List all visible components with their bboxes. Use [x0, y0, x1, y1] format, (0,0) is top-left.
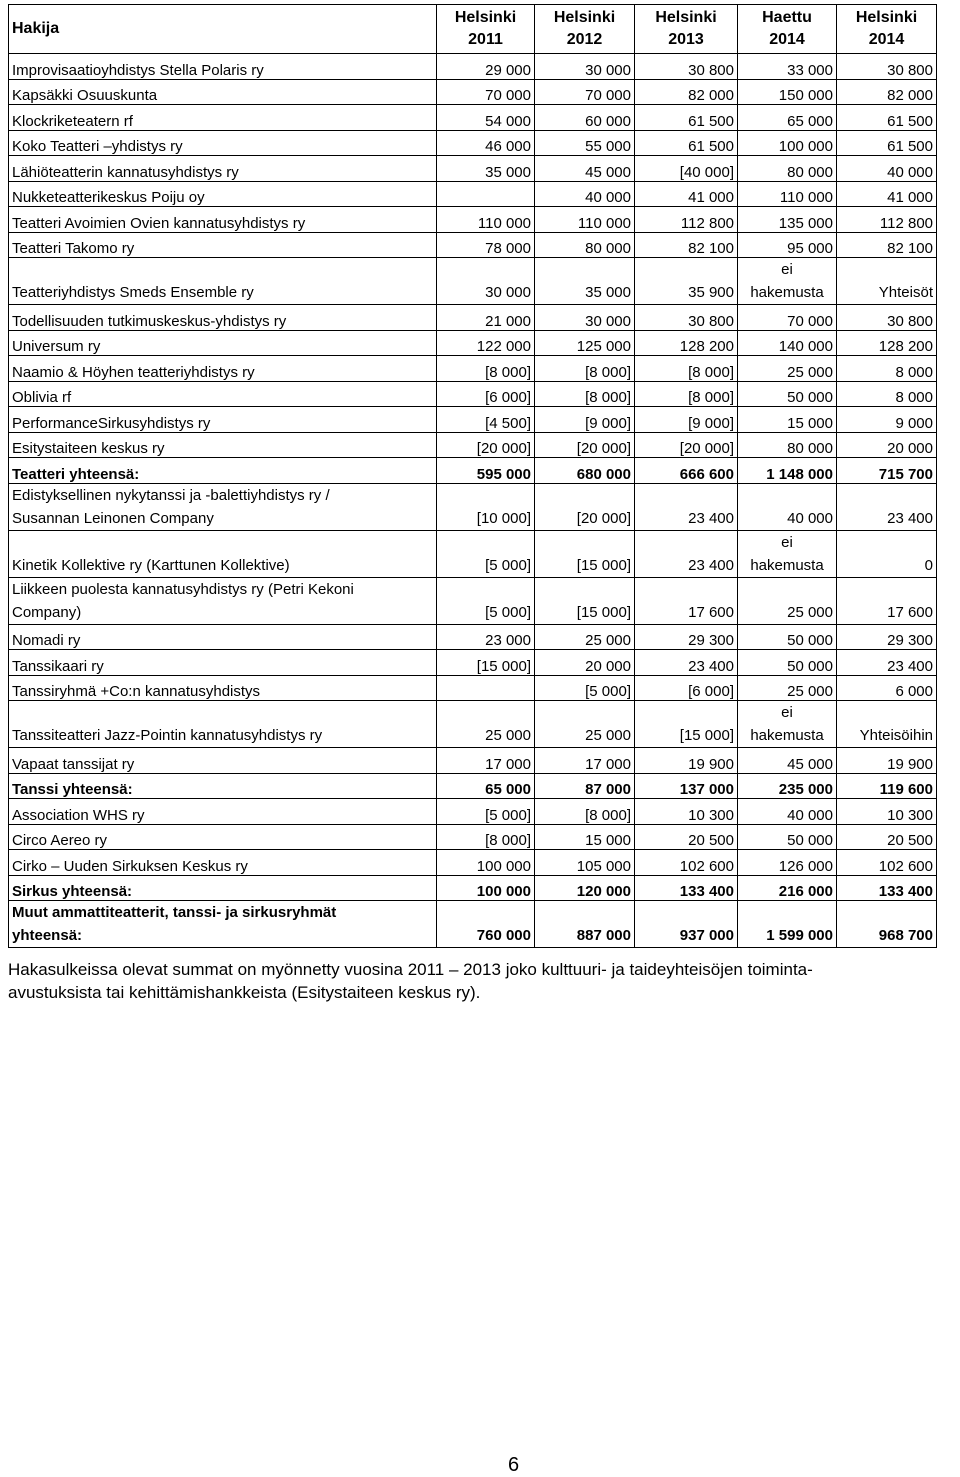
amount-cell: 25 000 [738, 577, 837, 624]
footnote-line: avustuksista tai kehittämishankkeista (Esitystaiteen keskus ry). [8, 983, 481, 1002]
amount-cell: 30 800 [635, 305, 738, 331]
amount-cell: 46 000 [437, 130, 535, 156]
applicant-cell [9, 356, 437, 382]
amount-cell: 41 000 [837, 181, 937, 207]
table-row [9, 156, 937, 182]
amount-cell: 50 000 [738, 824, 837, 850]
amount-cell: 105 000 [535, 850, 635, 876]
amount-cell: 760 000 [437, 901, 535, 948]
amount-cell: 150 000 [738, 79, 837, 105]
amount-cell: 9 000 [837, 407, 937, 433]
amount-text: ei [781, 704, 793, 721]
applicant-name: Edistyksellinen nykytanssi ja -balettiyhdistys ry / [12, 486, 330, 504]
amount-cell: 40 000 [738, 799, 837, 825]
amount-cell: 82 000 [635, 79, 738, 105]
amount-cell: 17 600 [837, 577, 937, 624]
amount-cell: 133 400 [837, 875, 937, 901]
applicant-name: Kinetik Kollektive ry (Karttunen Kollektive) [12, 556, 290, 574]
applicant-cell [9, 483, 437, 530]
amount-cell: 70 000 [437, 79, 535, 105]
applicant-cell [9, 458, 437, 484]
header-top: Helsinki [655, 9, 717, 26]
applicant-name: Muut ammattiteatterit, tanssi- ja sirkusryhmät [12, 904, 337, 921]
applicant-name: Teatteri Takomo ry [12, 240, 135, 257]
amount-cell: 29 300 [837, 624, 937, 650]
amount-cell: 128 200 [837, 330, 937, 356]
amount-cell: 126 000 [738, 850, 837, 876]
amount-cell: 30 800 [837, 54, 937, 80]
amount-cell: 40 000 [535, 181, 635, 207]
table-row [9, 258, 937, 305]
amount-cell: [9 000] [635, 407, 738, 433]
applicant-cell [9, 773, 437, 799]
page-number: 6 [508, 1454, 520, 1476]
amount-cell: [9 000] [535, 407, 635, 433]
amount-cell: 110 000 [437, 207, 535, 233]
table-row [9, 79, 937, 105]
table-row [9, 181, 937, 207]
table-row [9, 530, 937, 577]
amount-cell: [20 000] [535, 432, 635, 458]
amount-cell: 100 000 [738, 130, 837, 156]
amount-cell [437, 675, 535, 701]
applicant-cell [9, 381, 437, 407]
amount-cell: 100 000 [437, 875, 535, 901]
amount-cell: 50 000 [738, 650, 837, 676]
amount-cell: [5 000] [437, 799, 535, 825]
applicant-name: Tanssi yhteensä: [12, 781, 133, 798]
amount-cell: 78 000 [437, 232, 535, 258]
amount-cell: 140 000 [738, 330, 837, 356]
amount-cell [738, 701, 837, 748]
applicant-name: Todellisuuden tutkimuskeskus-yhdistys ry [12, 312, 287, 330]
applicant-cell [9, 799, 437, 825]
header-helsinki-2013 [635, 5, 738, 54]
applicant-name: Association WHS ry [12, 806, 145, 824]
amount-cell: 23 400 [837, 483, 937, 530]
amount-text: hakemusta [750, 284, 824, 301]
table-row [9, 483, 937, 530]
header-top: Helsinki [855, 9, 918, 26]
applicant-name: Susannan Leinonen Company [12, 509, 214, 527]
header-top: Helsinki [454, 9, 517, 26]
amount-cell: 137 000 [635, 773, 738, 799]
table-header-row [9, 5, 937, 54]
applicant-cell [9, 105, 437, 131]
amount-cell: 82 000 [837, 79, 937, 105]
applicant-cell [9, 305, 437, 331]
amount-cell: 35 900 [635, 258, 738, 305]
footnote [8, 958, 958, 1004]
applicant-cell [9, 54, 437, 80]
amount-cell: 65 000 [437, 773, 535, 799]
header-bottom: 2012 [566, 31, 603, 48]
amount-cell: 8 000 [837, 356, 937, 382]
amount-cell: 1 148 000 [738, 458, 837, 484]
amount-cell: [8 000] [635, 381, 738, 407]
amount-cell: 666 600 [635, 458, 738, 484]
amount-cell: 25 000 [535, 624, 635, 650]
amount-cell: 41 000 [635, 181, 738, 207]
amount-cell: 23 400 [837, 650, 937, 676]
applicant-name: Oblivia rf [12, 389, 72, 406]
amount-cell: 40 000 [738, 483, 837, 530]
applicant-cell [9, 156, 437, 182]
amount-cell: 25 000 [738, 356, 837, 382]
amount-cell: 133 400 [635, 875, 738, 901]
amount-cell: [20 000] [437, 432, 535, 458]
amount-cell: 55 000 [535, 130, 635, 156]
amount-cell: [8 000] [535, 799, 635, 825]
amount-cell: [15 000] [535, 530, 635, 577]
amount-cell: [4 500] [437, 407, 535, 433]
applicant-name: Tanssikaari ry [12, 657, 104, 675]
applicant-cell [9, 675, 437, 701]
applicant-name: Lähiöteatterin kannatusyhdistys ry [12, 163, 239, 181]
amount-cell: [5 000] [535, 675, 635, 701]
amount-cell: 80 000 [738, 432, 837, 458]
table-row [9, 824, 937, 850]
applicant-name: Nukketeatterikeskus Poiju oy [12, 189, 205, 206]
applicant-name: Improvisaatioyhdistys Stella Polaris ry [12, 61, 264, 79]
amount-cell: 6 000 [837, 675, 937, 701]
amount-cell: 595 000 [437, 458, 535, 484]
amount-cell: [5 000] [437, 530, 535, 577]
amount-cell: Yhteisöt [837, 258, 937, 305]
amount-cell: 8 000 [837, 381, 937, 407]
applicant-name: Klockriketeatern rf [12, 112, 133, 130]
applicant-cell [9, 79, 437, 105]
header-top: Haettu [762, 9, 812, 26]
amount-cell: [15 000] [437, 650, 535, 676]
applicant-cell [9, 330, 437, 356]
applicant-cell [9, 850, 437, 876]
amount-cell [738, 530, 837, 577]
amount-cell: Yhteisöihin [837, 701, 937, 748]
amount-cell: 20 000 [535, 650, 635, 676]
amount-cell: 128 200 [635, 330, 738, 356]
table-row [9, 701, 937, 748]
amount-cell: 15 000 [738, 407, 837, 433]
table-row [9, 675, 937, 701]
amount-cell: [20 000] [535, 483, 635, 530]
applicant-name: Vapaat tanssijat ry [12, 755, 135, 773]
amount-cell: 10 300 [635, 799, 738, 825]
amount-cell [437, 181, 535, 207]
amount-cell: 87 000 [535, 773, 635, 799]
amount-cell: 25 000 [738, 675, 837, 701]
amount-cell: 45 000 [535, 156, 635, 182]
header-helsinki-2011 [437, 5, 535, 54]
amount-cell: 82 100 [635, 232, 738, 258]
applicant-cell [9, 407, 437, 433]
header-applicant: Hakija [9, 5, 437, 54]
amount-cell: [8 000] [635, 356, 738, 382]
amount-cell: 30 000 [535, 54, 635, 80]
amount-cell: [15 000] [535, 577, 635, 624]
amount-cell: 715 700 [837, 458, 937, 484]
amount-cell: 119 600 [837, 773, 937, 799]
table-row [9, 207, 937, 233]
header-bottom: 2014 [769, 31, 805, 48]
applicant-name: Company) [12, 603, 82, 621]
amount-cell: 30 800 [635, 54, 738, 80]
table-row [9, 232, 937, 258]
header-bottom: 2011 [468, 31, 503, 48]
applicant-cell [9, 130, 437, 156]
amount-cell: 125 000 [535, 330, 635, 356]
amount-cell: 17 600 [635, 577, 738, 624]
amount-cell: 30 800 [837, 305, 937, 331]
amount-cell: 937 000 [635, 901, 738, 948]
amount-cell: [8 000] [535, 381, 635, 407]
applicant-cell [9, 530, 437, 577]
amount-cell: 15 000 [535, 824, 635, 850]
applicant-cell [9, 701, 437, 748]
amount-text: hakemusta [750, 727, 824, 744]
applicant-cell [9, 432, 437, 458]
amount-cell: 112 800 [635, 207, 738, 233]
amount-cell: 102 600 [837, 850, 937, 876]
amount-cell [738, 258, 837, 305]
applicant-cell [9, 232, 437, 258]
header-bottom: 2014 [868, 31, 905, 48]
applicant-name: Tanssiryhmä +Co:n kannatusyhdistys [12, 683, 261, 700]
header-helsinki-2014 [837, 5, 937, 54]
grant-table [8, 4, 937, 948]
amount-cell: [40 000] [635, 156, 738, 182]
applicant-cell [9, 207, 437, 233]
amount-cell: 680 000 [535, 458, 635, 484]
table-row [9, 458, 937, 484]
amount-cell: 25 000 [535, 701, 635, 748]
amount-cell: [5 000] [437, 577, 535, 624]
applicant-cell [9, 650, 437, 676]
header-haettu-2014 [738, 5, 837, 54]
applicant-name: Sirkus yhteensä: [12, 883, 133, 900]
amount-cell: 80 000 [535, 232, 635, 258]
applicant-cell [9, 624, 437, 650]
amount-cell: [20 000] [635, 432, 738, 458]
table-row [9, 407, 937, 433]
amount-cell: 112 800 [837, 207, 937, 233]
applicant-name: Circo Aereo ry [12, 832, 108, 849]
amount-cell: 20 000 [837, 432, 937, 458]
amount-cell: 65 000 [738, 105, 837, 131]
amount-cell: 216 000 [738, 875, 837, 901]
amount-cell: 20 500 [837, 824, 937, 850]
footnote-line: Hakasulkeissa olevat summat on myönnetty vuosina 2011 – 2013 joko kulttuuri- ja taideyhteisöjen toiminta- [8, 960, 813, 979]
amount-cell: 30 000 [437, 258, 535, 305]
amount-cell: 95 000 [738, 232, 837, 258]
amount-cell: 968 700 [837, 901, 937, 948]
applicant-name: PerformanceSirkusyhdistys ry [12, 414, 211, 432]
amount-cell: 29 000 [437, 54, 535, 80]
amount-cell: 61 500 [635, 130, 738, 156]
table-row [9, 799, 937, 825]
applicant-name: Koko Teatteri –yhdistys ry [12, 138, 183, 155]
amount-cell: 50 000 [738, 381, 837, 407]
applicant-name: Kapsäkki Osuuskunta [12, 87, 158, 104]
grant-table-body [9, 54, 937, 948]
amount-cell: 1 599 000 [738, 901, 837, 948]
amount-cell: 70 000 [738, 305, 837, 331]
amount-cell: 23 400 [635, 483, 738, 530]
applicant-name: Teatteri yhteensä: [12, 465, 140, 483]
amount-cell: 70 000 [535, 79, 635, 105]
table-row [9, 356, 937, 382]
amount-cell: [6 000] [437, 381, 535, 407]
amount-cell: 29 300 [635, 624, 738, 650]
amount-cell: [8 000] [437, 356, 535, 382]
amount-cell: 54 000 [437, 105, 535, 131]
amount-cell: 61 500 [837, 130, 937, 156]
amount-cell: 61 500 [837, 105, 937, 131]
applicant-cell [9, 901, 437, 948]
amount-cell: 21 000 [437, 305, 535, 331]
table-row [9, 577, 937, 624]
table-row [9, 901, 937, 948]
amount-text: ei [781, 261, 793, 278]
amount-cell: 23 000 [437, 624, 535, 650]
amount-cell: 23 400 [635, 650, 738, 676]
applicant-cell [9, 181, 437, 207]
amount-cell: 82 100 [837, 232, 937, 258]
amount-cell: 0 [837, 530, 937, 577]
amount-cell: 20 500 [635, 824, 738, 850]
table-row [9, 850, 937, 876]
amount-cell: [6 000] [635, 675, 738, 701]
applicant-cell [9, 748, 437, 774]
amount-cell: 110 000 [738, 181, 837, 207]
applicant-name: Naamio & Höyhen teatteriyhdistys ry [12, 363, 255, 381]
applicant-name: Liikkeen puolesta kannatusyhdistys ry (Petri Kekoni [12, 580, 354, 598]
table-row [9, 305, 937, 331]
applicant-name: yhteensä: [12, 927, 83, 944]
table-row [9, 330, 937, 356]
amount-cell: 25 000 [437, 701, 535, 748]
amount-cell: [10 000] [437, 483, 535, 530]
amount-cell: 135 000 [738, 207, 837, 233]
amount-cell: 30 000 [535, 305, 635, 331]
table-row [9, 105, 937, 131]
amount-cell: 60 000 [535, 105, 635, 131]
table-row [9, 875, 937, 901]
table-row [9, 54, 937, 80]
applicant-cell [9, 258, 437, 305]
amount-cell: 45 000 [738, 748, 837, 774]
amount-cell: 10 300 [837, 799, 937, 825]
amount-cell: 61 500 [635, 105, 738, 131]
header-helsinki-2012 [535, 5, 635, 54]
table-row [9, 432, 937, 458]
amount-cell: 235 000 [738, 773, 837, 799]
applicant-cell [9, 577, 437, 624]
applicant-name: Universum ry [12, 338, 101, 355]
applicant-name: Cirko – Uuden Sirkuksen Keskus ry [12, 857, 248, 875]
applicant-name: Nomadi ry [12, 632, 81, 649]
amount-cell: 17 000 [535, 748, 635, 774]
amount-cell: 35 000 [437, 156, 535, 182]
amount-text: ei [781, 533, 793, 551]
header-top: Helsinki [553, 9, 616, 26]
table-row [9, 381, 937, 407]
table-row [9, 130, 937, 156]
amount-cell: [8 000] [437, 824, 535, 850]
amount-cell: 40 000 [837, 156, 937, 182]
amount-cell: 100 000 [437, 850, 535, 876]
amount-cell: 120 000 [535, 875, 635, 901]
amount-cell: 23 400 [635, 530, 738, 577]
amount-cell: 110 000 [535, 207, 635, 233]
amount-cell: 19 900 [837, 748, 937, 774]
applicant-name: Tanssiteatteri Jazz-Pointin kannatusyhdistys ry [12, 727, 323, 744]
amount-cell: 33 000 [738, 54, 837, 80]
table-row [9, 773, 937, 799]
amount-cell: [8 000] [535, 356, 635, 382]
applicant-name: Esitystaiteen keskus ry [12, 440, 165, 457]
amount-text: hakemusta [750, 556, 824, 574]
applicant-cell [9, 875, 437, 901]
table-row [9, 650, 937, 676]
amount-cell: 80 000 [738, 156, 837, 182]
applicant-name: Teatteri Avoimien Ovien kannatusyhdistys ry [12, 214, 306, 232]
amount-cell: 122 000 [437, 330, 535, 356]
amount-cell: 102 600 [635, 850, 738, 876]
applicant-name: Teatteriyhdistys Smeds Ensemble ry [12, 284, 254, 301]
amount-cell: 19 900 [635, 748, 738, 774]
applicant-cell [9, 824, 437, 850]
header-bottom: 2013 [668, 31, 704, 48]
table-row [9, 748, 937, 774]
table-row [9, 624, 937, 650]
amount-cell: 887 000 [535, 901, 635, 948]
amount-cell: 50 000 [738, 624, 837, 650]
amount-cell: 17 000 [437, 748, 535, 774]
amount-cell: [15 000] [635, 701, 738, 748]
amount-cell: 35 000 [535, 258, 635, 305]
